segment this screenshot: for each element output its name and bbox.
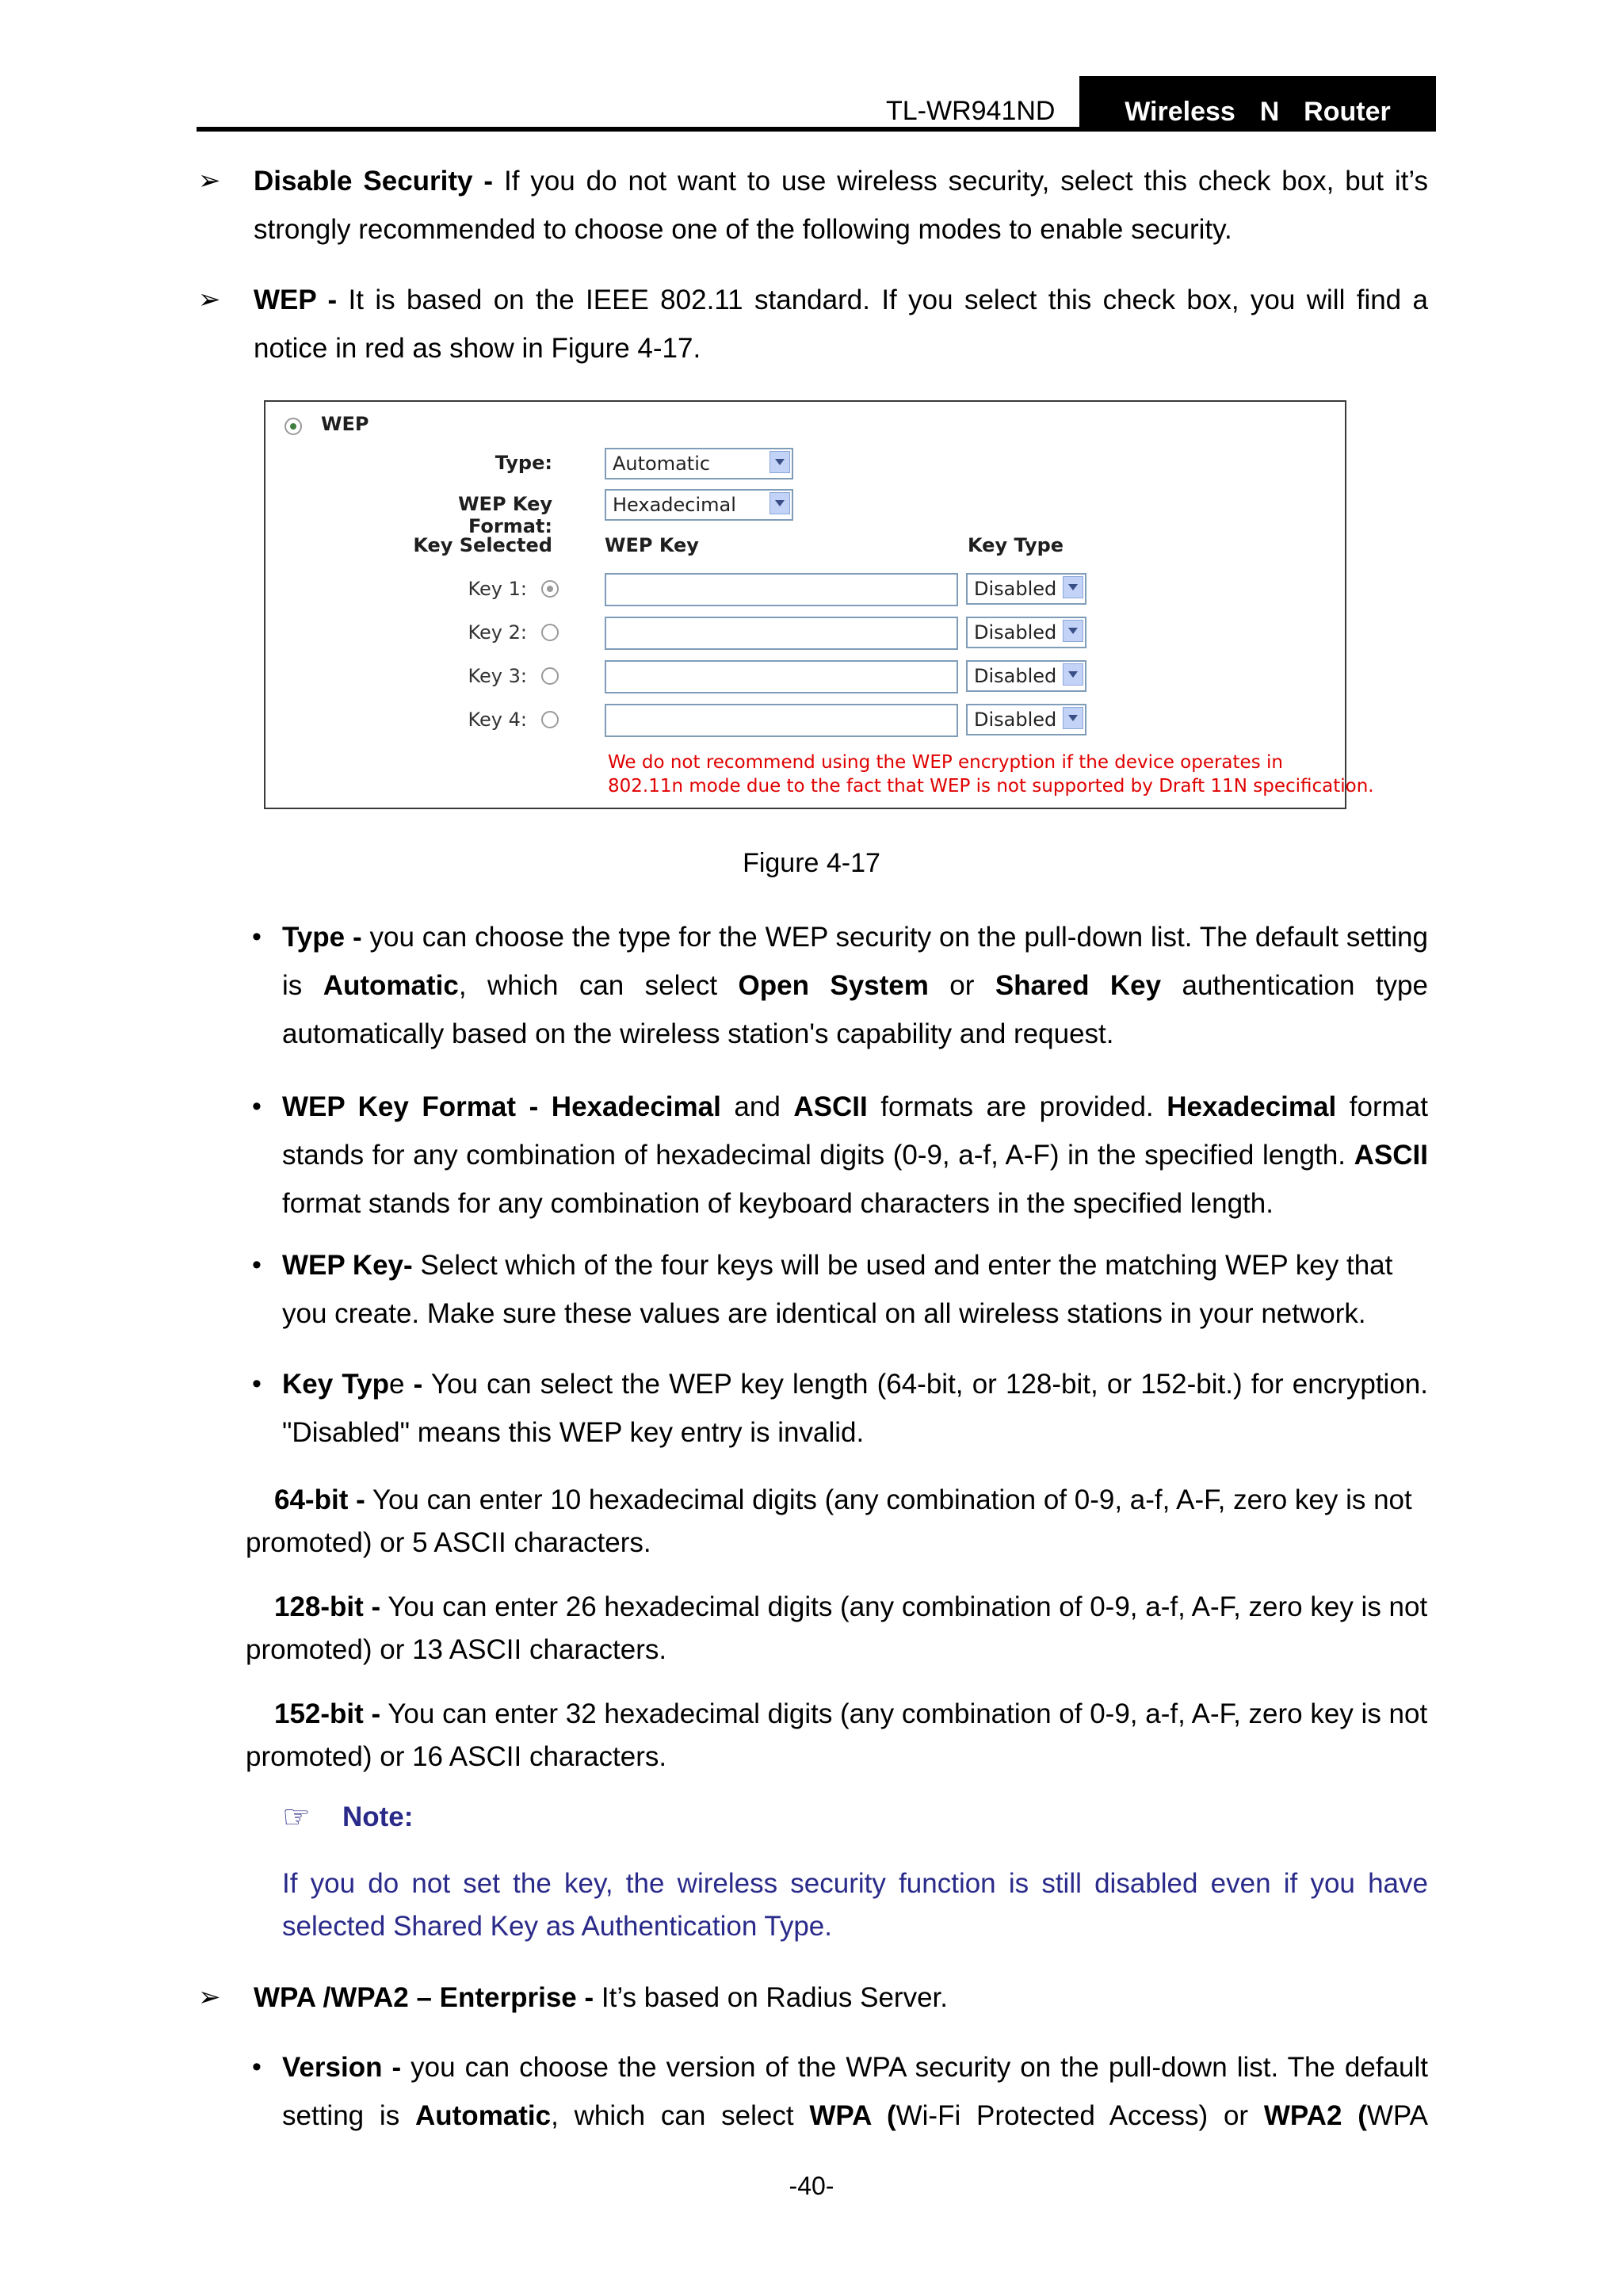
version-bold-1: Automatic — [415, 2100, 552, 2131]
bit-152-term: 152-bit - — [274, 1698, 381, 1729]
wep-label: WEP — [321, 413, 369, 435]
version-text-2: , which can select — [551, 2100, 810, 2131]
wep-warning-line-1: We do not recommend using the WEP encryption if the device operates in — [608, 752, 1283, 773]
key-1-type-select[interactable] — [966, 573, 1086, 605]
bit-152-text: You can enter 32 hexadecimal digits (any combination of 0-9, a-f, A-F, zero key is not promoted) or 16 ASCII characters. — [246, 1698, 1428, 1772]
arrow-bullet-icon: ➢ — [198, 1982, 221, 2012]
key-3-type-select[interactable] — [966, 660, 1086, 692]
keytype-term: Key Typ — [282, 1369, 390, 1400]
dropdown-arrow-icon[interactable] — [1063, 576, 1083, 598]
note-title: Note: — [342, 1801, 414, 1832]
bit-64-term: 64-bit - — [274, 1484, 365, 1515]
key-format-label: WEP Key Format: — [458, 493, 552, 537]
format-text-2: formats are provided. — [867, 1091, 1167, 1122]
version-text-1: you can choose the version of the WPA security on the pull-down list. The default setting is — [282, 2052, 1429, 2131]
bit-128-paragraph — [246, 1586, 1430, 1671]
key-2-radio[interactable] — [541, 624, 559, 641]
keytype-text: You can select the WEP key length (64-bit, or 128-bit, or 152-bit.) for encryption. "Disabled" means this WEP key entry is invalid. — [282, 1369, 1428, 1448]
type-text-4: authentication type automatically based on the wireless station's capability and request. — [282, 970, 1428, 1049]
disable-security-text: If you do not want to use wireless security, select this check box, but it’s strongly recommended to choose one of the following modes to enable security. — [254, 166, 1428, 245]
wep-key-bullet — [282, 1241, 1428, 1338]
version-text-3: Wi-Fi Protected Access) or — [896, 2100, 1264, 2131]
note-text: If you do not set the key, the wireless security function is still disabled even if you have selected Shared Key as Authentication Type. — [282, 1868, 1428, 1942]
bullet-dot-icon: • — [252, 922, 262, 952]
format-bold-1: ASCII — [793, 1091, 868, 1122]
version-bold-2: WPA ( — [809, 2100, 896, 2131]
format-text-1: and — [720, 1091, 794, 1122]
version-term: Version - — [282, 2052, 402, 2083]
figure-wep-screenshot — [264, 400, 1374, 809]
bullet-dot-icon: • — [252, 2052, 262, 2082]
key-3-input[interactable] — [605, 660, 958, 693]
wpa-enterprise-paragraph — [254, 1973, 1428, 2022]
wep-paragraph — [254, 276, 1428, 372]
type-term: Type - — [282, 922, 362, 953]
header-rule — [197, 127, 1436, 132]
type-bold-3: Shared Key — [995, 970, 1162, 1001]
type-text-1: you can choose the type for the WEP security on the pull-down list. The default setting is — [282, 922, 1428, 1001]
type-text-2: , which can select — [458, 970, 739, 1001]
wep-key-header: WEP Key — [605, 534, 699, 556]
wpa-enterprise-text: It’s based on Radius Server. — [594, 1982, 948, 2013]
key-1-label: Key 1: — [468, 578, 527, 600]
format-bold-2: Hexadecimal — [1167, 1091, 1337, 1122]
wep-term: WEP - — [254, 285, 338, 315]
wep-warning-line-2: 802.11n mode due to the fact that WEP is not supported by Draft 11N specification. — [608, 776, 1374, 797]
header-model: TL-WR941ND — [886, 96, 1056, 126]
format-term: WEP Key Format - Hexadecimal — [282, 1091, 721, 1122]
bit-128-term: 128-bit - — [274, 1591, 381, 1622]
bit-128-text: You can enter 26 hexadecimal digits (any combination of 0-9, a-f, A-F, zero key is not promoted) or 13 ASCII characters. — [246, 1591, 1428, 1665]
key-4-input[interactable] — [605, 704, 958, 737]
key-3-type-value: Disabled — [974, 665, 1057, 687]
type-label: Type: — [495, 452, 552, 474]
dropdown-arrow-icon[interactable] — [1063, 663, 1083, 686]
bullet-dot-icon: • — [252, 1250, 262, 1280]
wep-radio[interactable] — [285, 418, 302, 435]
key-format-bullet — [282, 1083, 1428, 1228]
bullet-dot-icon: • — [252, 1369, 262, 1399]
figure-caption: Figure 4-17 — [743, 848, 880, 878]
key-3-radio[interactable] — [541, 667, 559, 685]
key-1-input[interactable] — [605, 573, 958, 606]
dropdown-arrow-icon[interactable] — [1063, 620, 1083, 642]
version-text-4: WPA — [1366, 2100, 1429, 2131]
type-bold-2: Open System — [738, 970, 929, 1001]
type-select-value: Automatic — [613, 453, 711, 475]
key-4-type-value: Disabled — [974, 709, 1057, 731]
key-2-type-value: Disabled — [974, 621, 1057, 644]
key-type-bullet — [282, 1360, 1428, 1457]
key-type-header: Key Type — [968, 534, 1064, 556]
arrow-bullet-icon: ➢ — [198, 285, 221, 315]
dropdown-arrow-icon[interactable] — [1063, 707, 1083, 729]
disable-security-paragraph — [254, 157, 1428, 254]
key-3-label: Key 3: — [468, 665, 527, 687]
bullet-dot-icon: • — [252, 1091, 262, 1121]
type-bullet — [282, 913, 1428, 1058]
disable-security-term: Disable Security - — [254, 166, 494, 197]
bit-64-text: You can enter 10 hexadecimal digits (any combination of 0-9, a-f, A-F, zero key is not promoted) or 5 ASCII characters. — [246, 1484, 1412, 1558]
key-4-radio[interactable] — [541, 711, 559, 728]
key-2-type-select[interactable] — [966, 617, 1086, 648]
key-1-type-value: Disabled — [974, 578, 1057, 600]
type-text-3: or — [928, 970, 995, 1001]
format-text-4: format stands for any combination of keyboard characters in the specified length. — [282, 1188, 1274, 1219]
format-text-3: format stands for any combination of hexadecimal digits (0-9, a-f, A-F) in the specified length. — [282, 1091, 1428, 1171]
keytype-term-dash: - — [404, 1369, 423, 1400]
header-title: Wireless N Router — [1125, 97, 1391, 127]
wpa-enterprise-term: WPA /WPA2 – Enterprise - — [254, 1982, 594, 2013]
key-format-select[interactable] — [605, 489, 793, 521]
bit-152-paragraph — [246, 1693, 1430, 1778]
dropdown-arrow-icon[interactable] — [769, 492, 790, 514]
type-bold-1: Automatic — [323, 970, 459, 1001]
pointing-hand-icon: ☞ — [282, 1800, 311, 1835]
key-1-radio[interactable] — [541, 580, 559, 598]
page-number: -40- — [789, 2172, 834, 2200]
version-bullet — [282, 2043, 1428, 2140]
key-2-input[interactable] — [605, 617, 958, 650]
keytype-term-tail: e — [389, 1369, 405, 1400]
wepkey-text: Select which of the four keys will be used and enter the matching WEP key that you create. Make sure these values are identical on all wireless stations in your network. — [282, 1250, 1393, 1329]
key-2-label: Key 2: — [468, 621, 527, 644]
key-4-label: Key 4: — [468, 709, 527, 731]
format-bold-3: ASCII — [1354, 1140, 1428, 1171]
key-format-select-value: Hexadecimal — [613, 494, 736, 516]
dropdown-arrow-icon[interactable] — [769, 451, 790, 473]
wepkey-term: WEP Key- — [282, 1250, 413, 1281]
key-4-type-select[interactable] — [966, 704, 1086, 735]
key-selected-header: Key Selected — [413, 534, 552, 556]
wep-text: It is based on the IEEE 802.11 standard. If you select this check box, you will find a notice in red as show in Figure 4-17. — [254, 285, 1428, 364]
version-bold-3: WPA2 ( — [1263, 2100, 1367, 2131]
type-select[interactable] — [605, 448, 793, 479]
arrow-bullet-icon: ➢ — [198, 166, 221, 196]
bit-64-paragraph — [246, 1479, 1430, 1564]
